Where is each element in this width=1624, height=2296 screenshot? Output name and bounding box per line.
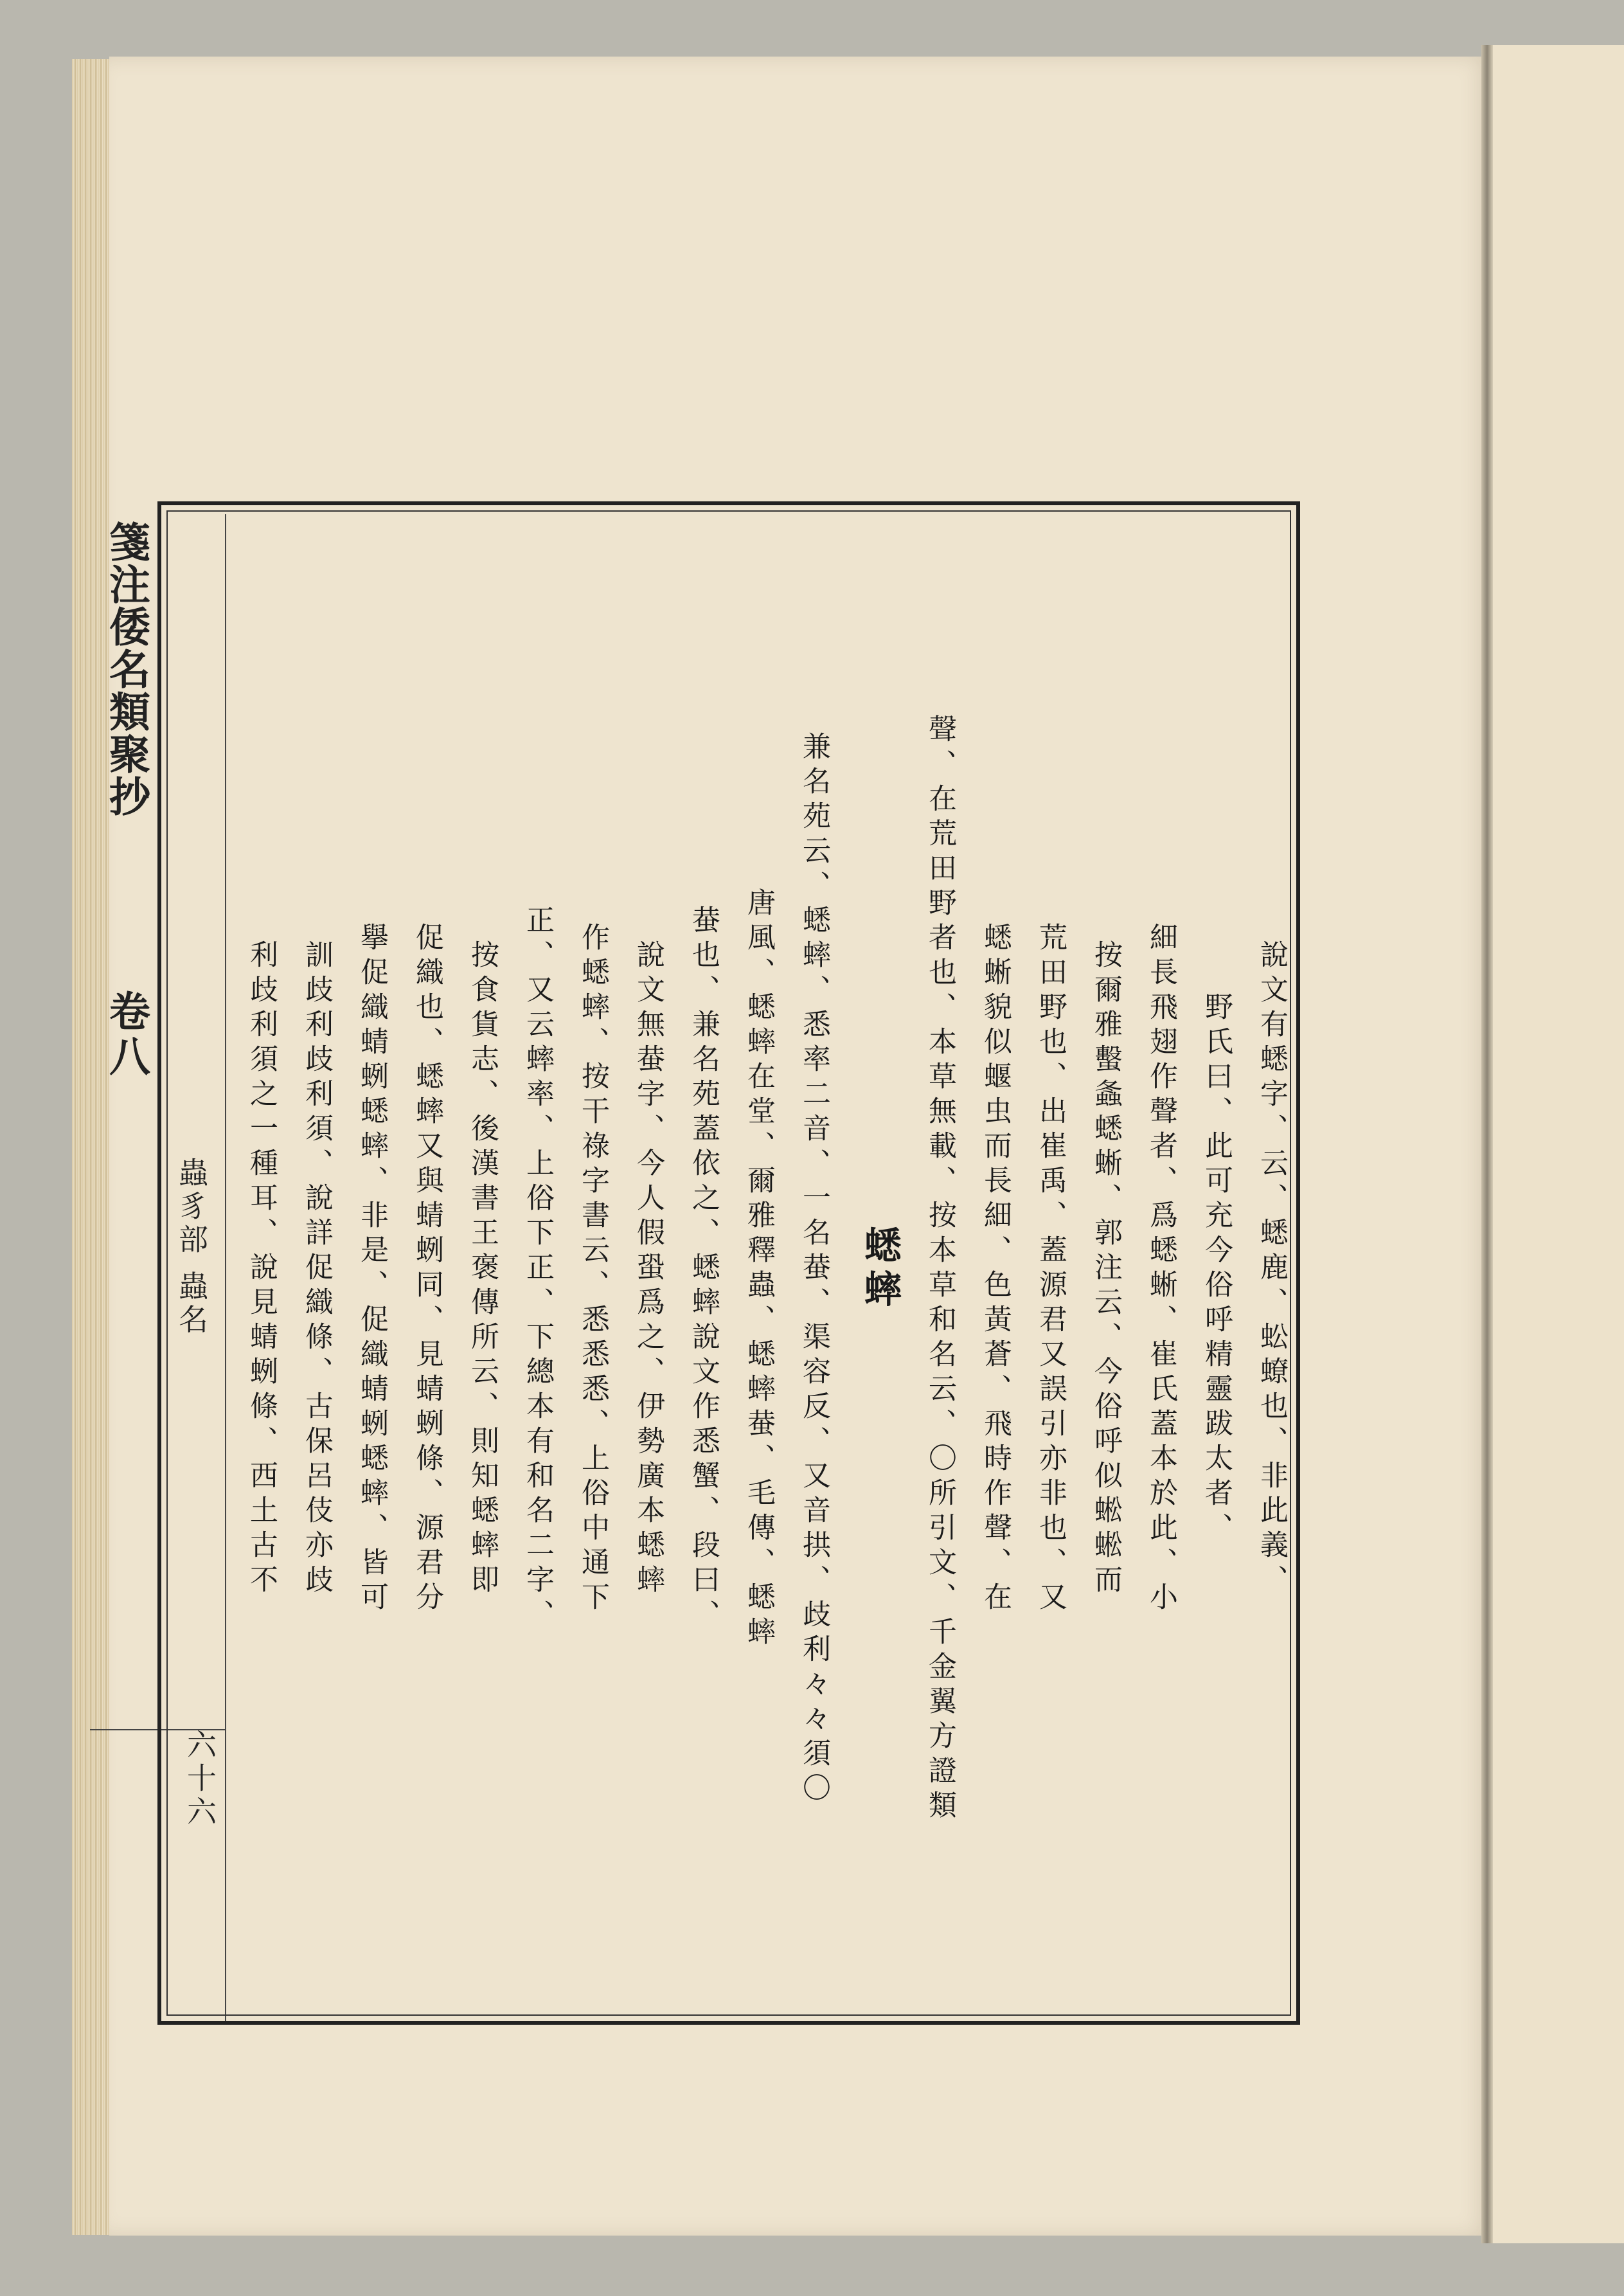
text-column: 按爾雅蟿螽蟋蜥、郭注云、今俗呼似蜙蜙而 — [1089, 940, 1122, 1599]
facing-page — [1493, 45, 1624, 2243]
text-column: 說文無蛬字、今人假蛩爲之、伊勢廣本蟋蟀 — [632, 940, 665, 1599]
page-number: 六十六 — [183, 1729, 217, 1829]
text-column: 擧促織蜻蛚蟋蟀、非是、促織蜻蛚蟋蟀、皆可 — [355, 922, 388, 1617]
text-column: 作蟋蟀、按干祿字書云、悉悉悉、上俗中通下 — [576, 922, 609, 1617]
running-title: 箋注倭名類聚抄 — [102, 521, 150, 818]
text-column: 促織也、蟋蟀又與蜻蛚同、見蜻蛚條、源君分 — [411, 922, 443, 1617]
text-column: 荒田野也、出崔禹、蓋源君又誤引亦非也、又 — [1034, 922, 1067, 1617]
section-label: 蟲豸部 蟲名 — [174, 1157, 209, 1338]
text-column: 唐風、蟋蟀在堂、爾雅釋蟲、蟋蟀蛬、毛傳、蟋蟀 — [742, 888, 775, 1651]
text-column: 按食貨志、後漢書王褒傳所云、則知蟋蟀即 — [466, 940, 499, 1599]
text-column: 聲、在荒田野者也、本草無載、按本草和名云、〇所引文、千金翼方證類 — [924, 714, 956, 1825]
text-column: 兼名苑云、蟋蟀、悉率二音、一名蛬、渠容反、又音拱、歧利々々須〇 — [798, 731, 830, 1807]
text-column: 野氏曰、此可充今俗呼精靈跋太者、 — [1200, 992, 1233, 1547]
text-column: 蟋蜥貌似蝘虫而長細、色黃蒼、飛時作聲、在 — [979, 922, 1012, 1617]
text-column: 細長飛翅作聲者、爲蟋蜥、崔氏蓋本於此、小 — [1145, 922, 1177, 1617]
text-block — [231, 540, 1288, 1999]
text-column: 說文有蟋字、云、蟋鹿、蚣蟟也、非此義、 — [1255, 940, 1288, 1599]
book-gutter — [1481, 45, 1493, 2243]
text-column: 正、又云蟀率、上俗下正、下總本有和名二字、 — [521, 905, 554, 1634]
text-column: 利歧利須之一種耳、說見蜻蛚條、西土古不 — [245, 940, 278, 1599]
text-column: 訓歧利歧利須、說詳促織條、古保呂伎亦歧 — [300, 940, 333, 1599]
volume-label: 卷八 — [102, 990, 150, 1080]
text-column: 蛬也、兼名苑蓋依之、蟋蟀說文作悉蟹、段曰、 — [687, 905, 720, 1634]
entry-heading: 蟋蟀 — [858, 1226, 902, 1313]
